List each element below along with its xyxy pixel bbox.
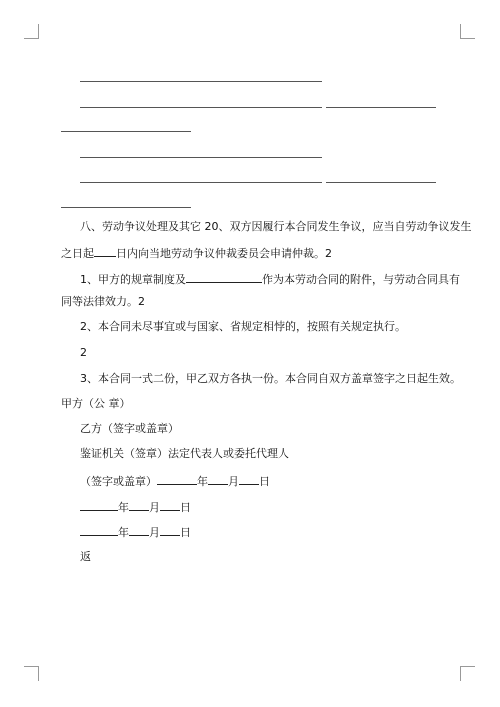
day-label: 日 [180,526,191,539]
clause-8-line2 [61,245,332,261]
year-label: 年 [118,526,129,539]
crop-mark-top-left [24,24,39,39]
blank-line [80,81,322,82]
blank-line [61,207,191,208]
party-a: 甲方（公 章） [61,397,131,410]
date-line-b [80,524,191,540]
month-label: 月 [149,526,160,539]
blank-line [80,157,322,158]
item-1-start: 1、甲方的规章制度及 [80,273,186,286]
year-label: 年 [197,475,208,488]
item-2: 2、本合同未尽事宜或与国家、省规定相悖的，按照有关规定执行。 [80,320,406,333]
blank-day [160,499,180,511]
year-label: 年 [118,501,129,514]
day-label: 日 [259,475,270,488]
blank-line [80,107,322,108]
crop-mark-bottom-right [460,666,475,681]
blank-year [80,499,118,511]
date-line-a [80,499,191,515]
blank-month [129,499,149,511]
clause-8-line1: 八、劳动争议处理及其它 20、双方因履行本合同发生争议，应当自劳动争议发生 [80,220,472,233]
sign-date-line [80,473,270,489]
item-1-line1 [80,271,460,287]
blank-month [129,524,149,536]
blank-day [239,473,259,485]
sign-date-prefix: （签字或盖章） [80,475,157,488]
blank-days [94,245,116,257]
clause-8-line2-end: 日内向当地劳动争议仲裁委员会申请仲裁。2 [116,247,332,260]
blank-day [160,524,180,536]
item-1-end: 作为本劳动合同的附件，与劳动合同具有 [262,273,460,286]
blank-line [80,182,322,183]
blank-rules [186,271,262,283]
blank-year [80,524,118,536]
item-3: 3、本合同一式二份，甲乙双方各执一份。本合同自双方盖章签字之日起生效。 [80,372,461,385]
crop-mark-top-right [460,24,475,39]
blank-line [326,107,436,108]
crop-mark-bottom-left [24,666,39,681]
blank-line [61,131,191,132]
month-label: 月 [228,475,239,488]
blank-year [157,473,197,485]
day-label: 日 [180,501,191,514]
authority-line: 鉴证机关（签章）法定代表人或委托代理人 [80,447,289,460]
stray-number: 2 [80,346,87,359]
blank-line [326,182,436,183]
month-label: 月 [149,501,160,514]
item-1-line2: 同等法律效力。2 [61,295,145,308]
blank-month [208,473,228,485]
party-b: 乙方（签字或盖章） [80,422,179,435]
clause-8-line2-start: 之日起 [61,247,94,260]
return-text: 返 [80,550,91,563]
